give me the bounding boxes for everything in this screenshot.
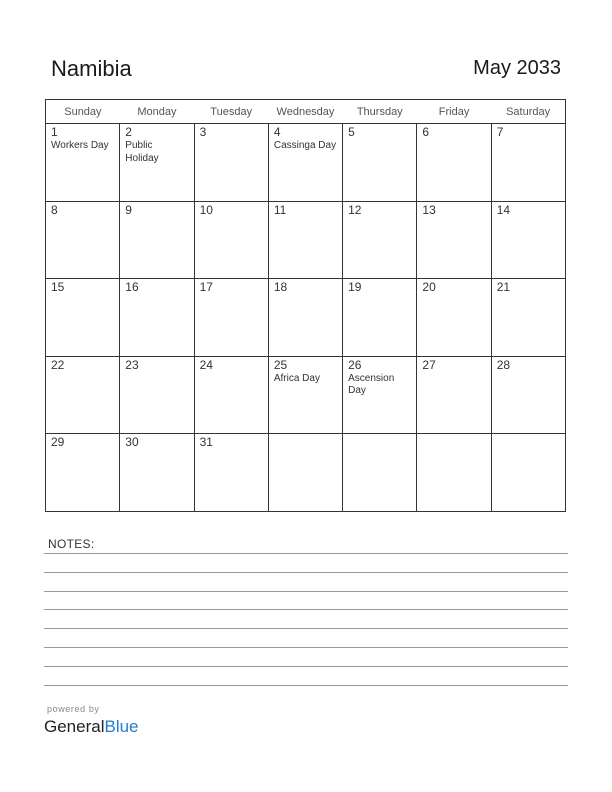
day-number: 14 [496, 202, 511, 217]
day-cell [194, 279, 268, 357]
holiday-label: Ascension Day [348, 372, 395, 397]
day-number: 4 [273, 125, 281, 139]
week-row [46, 124, 566, 202]
day-cell [194, 356, 268, 434]
weekday-wednesday: Wednesday [268, 100, 342, 124]
weekday-sunday: Sunday [46, 100, 120, 124]
brand-general: General [44, 717, 105, 736]
day-cell [194, 124, 268, 202]
day-number: 30 [125, 435, 139, 450]
day-number: 1 [51, 125, 58, 139]
day-cell [194, 434, 268, 512]
week-row [46, 279, 566, 357]
day-cell [417, 356, 491, 434]
note-line [44, 572, 568, 573]
day-cell [491, 124, 565, 202]
day-cell [491, 356, 565, 434]
weekday-saturday: Saturday [491, 100, 565, 124]
day-cell [120, 124, 194, 202]
day-number: 20 [422, 280, 436, 295]
month-year-title: May 2033 [473, 57, 561, 79]
day-number: 5 [348, 125, 355, 139]
day-cell [343, 356, 417, 434]
day-cell [194, 201, 268, 279]
day-number: 28 [496, 357, 511, 372]
day-cell [120, 356, 194, 434]
day-number: 26 [348, 357, 362, 372]
day-number: 22 [51, 357, 65, 372]
day-number: 8 [51, 202, 58, 217]
note-line [44, 553, 568, 554]
day-cell [343, 279, 417, 357]
day-number: 24 [199, 357, 213, 372]
generalblue-logo [44, 717, 139, 737]
day-cell [46, 356, 120, 434]
day-number: 6 [422, 125, 430, 139]
day-number: 10 [199, 202, 213, 217]
day-cell [491, 201, 565, 279]
day-number: 23 [125, 357, 139, 372]
weekday-friday: Friday [417, 100, 491, 124]
day-cell [120, 434, 194, 512]
day-cell [417, 279, 491, 357]
day-cell [343, 434, 417, 512]
day-number: 19 [348, 280, 362, 295]
day-cell [268, 356, 342, 434]
day-number: 27 [422, 357, 436, 372]
note-line [44, 628, 568, 629]
day-number: 17 [199, 280, 213, 295]
day-cell [120, 201, 194, 279]
day-cell [268, 201, 342, 279]
day-cell [268, 124, 342, 202]
day-cell [343, 124, 417, 202]
day-cell [46, 201, 120, 279]
day-number: 13 [422, 202, 436, 217]
holiday-label: Cassinga Day [273, 140, 337, 151]
day-cell [417, 124, 491, 202]
note-line [44, 647, 568, 648]
day-cell [491, 279, 565, 357]
day-number: 12 [348, 202, 362, 217]
day-number: 7 [496, 125, 504, 139]
notes-label: NOTES: [48, 537, 95, 551]
weekday-thursday: Thursday [343, 100, 417, 124]
note-line [44, 609, 568, 610]
day-cell [46, 124, 120, 202]
day-cell [120, 279, 194, 357]
week-row [46, 434, 566, 512]
weekday-monday: Monday [120, 100, 194, 124]
note-line [44, 591, 568, 592]
day-number: 9 [125, 202, 132, 217]
day-number: 25 [273, 357, 288, 372]
day-number: 2 [125, 125, 132, 139]
day-number: 18 [273, 280, 288, 295]
holiday-label: Public Holiday [125, 140, 159, 164]
day-number: 16 [125, 280, 139, 295]
day-number: 3 [199, 125, 207, 139]
holiday-label: Africa Day [273, 372, 320, 384]
day-cell [491, 434, 565, 512]
day-cell [46, 434, 120, 512]
powered-by-text: powered by [47, 704, 100, 714]
day-number: 31 [199, 435, 213, 450]
day-cell [417, 201, 491, 279]
weekday-tuesday: Tuesday [194, 100, 268, 124]
day-number: 15 [51, 280, 65, 295]
day-number: 29 [51, 435, 65, 450]
day-cell [343, 201, 417, 279]
day-cell [268, 279, 342, 357]
week-row [46, 201, 566, 279]
note-line [44, 685, 568, 686]
brand-blue: Blue [104, 717, 139, 736]
day-cell [268, 434, 342, 512]
day-number: 11 [273, 202, 287, 217]
week-row [46, 356, 566, 434]
day-cell [417, 434, 491, 512]
weekday-header-row [46, 100, 566, 124]
calendar-grid [45, 99, 566, 512]
day-number: 21 [496, 280, 511, 295]
day-cell [46, 279, 120, 357]
holiday-label: Workers Day [51, 140, 109, 151]
note-line [44, 666, 568, 667]
country-title: Namibia [51, 56, 132, 81]
